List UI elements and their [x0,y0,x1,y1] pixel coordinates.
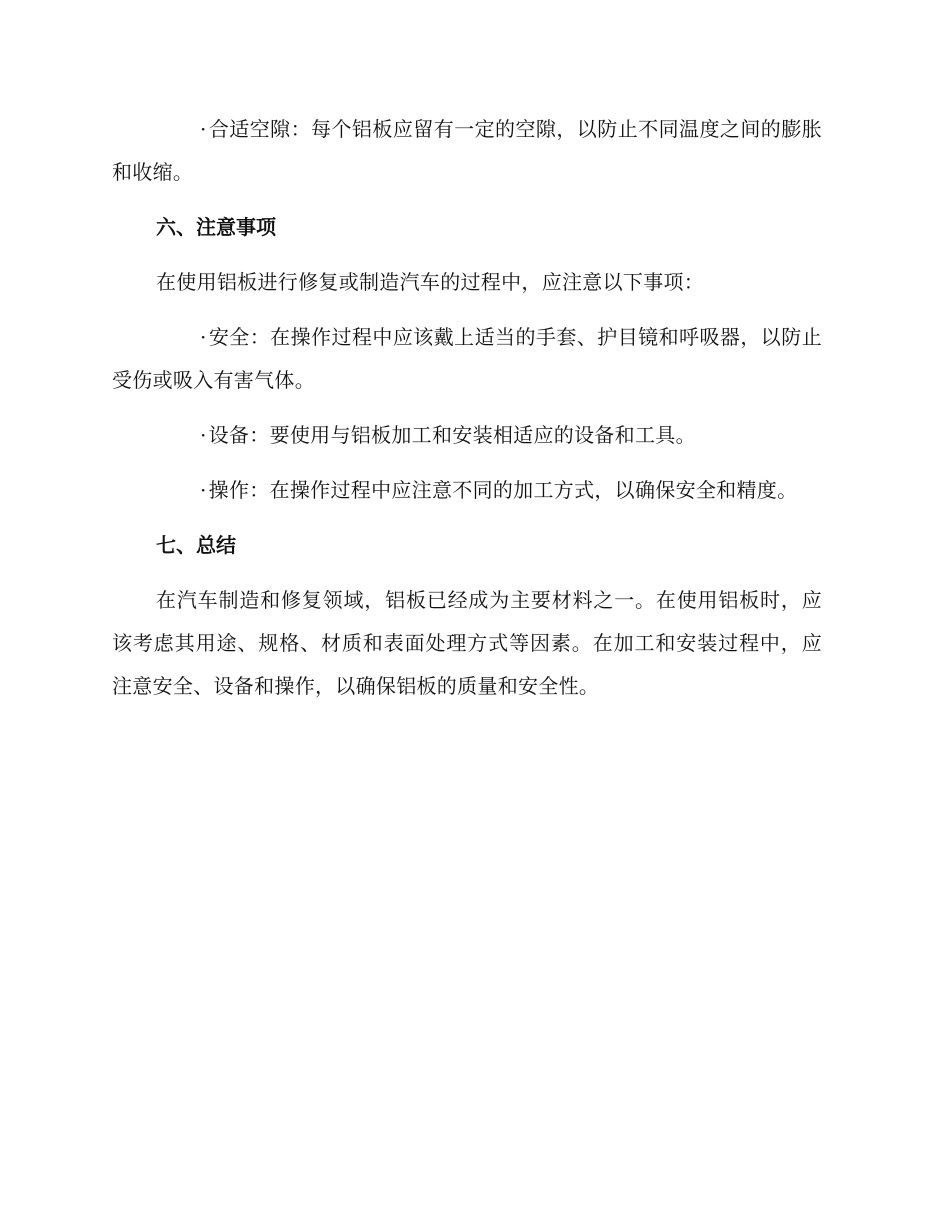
bullet-item-equipment [112,414,822,457]
bullet-item-operation [112,469,822,512]
section-heading-notes: 六、注意事项 [156,215,276,239]
bullet-item-safety [112,316,822,402]
bullet-item-gap [112,108,822,194]
bullet-text: 合适空隙：每个铝板应留有一定的空隙，以防止不同温度之间的膨胀和收缩。 [112,117,822,184]
bullet-text: 安全：在操作过程中应该戴上适当的手套、护目镜和呼吸器，以防止受伤或吸入有害气体。 [112,325,822,392]
bullet-dot: · [200,117,207,141]
bullet-dot: · [200,325,207,349]
bullet-dot: · [200,423,207,447]
bullet-dot: · [200,478,207,502]
document-page [112,108,822,720]
section-heading-summary: 七、总结 [156,533,236,557]
bullet-text: 设备：要使用与铝板加工和安装相适应的设备和工具。 [208,423,696,447]
paragraph-summary: 在汽车制造和修复领域，铝板已经成为主要材料之一。在使用铝板时，应该考虑其用途、规格、材质和表面处理方式等因素。在加工和安装过程中，应注意安全、设备和操作，以确保铝板的质量和安全性。 [112,588,822,698]
bullet-text: 操作：在操作过程中应注意不同的加工方式，以确保安全和精度。 [208,478,798,502]
paragraph-notes-intro: 在使用铝板进行修复或制造汽车的过程中，应注意以下事项： [156,270,705,294]
